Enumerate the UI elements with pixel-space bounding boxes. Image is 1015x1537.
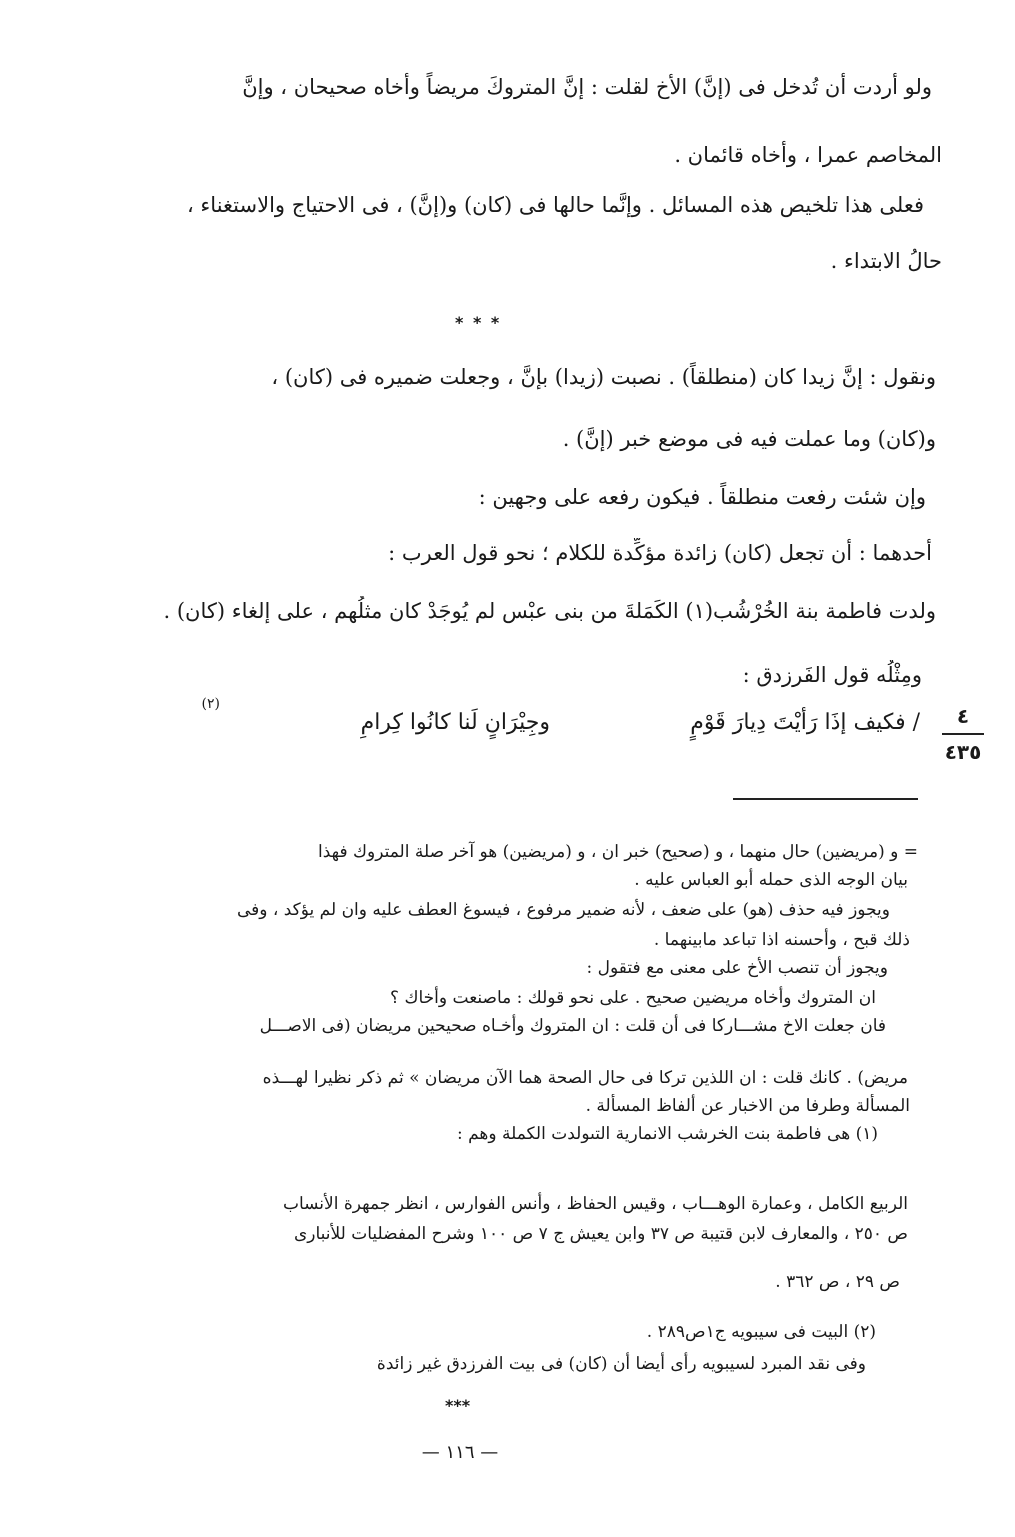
footnote-line-2: بيان الوجه الذى حمله أبو العباس عليه . <box>634 870 908 890</box>
main-line-5: ونقول : إنَّ زيدا كان (منطلقاً) . نصبت (زيدا) بإنَّ ، وجعلت ضميره فى (كان) ، <box>271 365 936 389</box>
main-line-10: ومِثْلُه قول الفَرزدق : <box>742 663 922 687</box>
footnote-line-12: ص ٢٥٠ ، والمعارف لابن قتيبة ص ٣٧ وابن يعيش ج ٧ ص ١٠٠ وشرح المفضليات للأنبارى <box>293 1224 908 1244</box>
footnote-separator <box>733 798 918 800</box>
margin-reference-top: ٤ <box>956 704 970 728</box>
main-line-7: وإن شئت رفعت منطلقاً . فيكون رفعه على وجهين : <box>478 485 926 509</box>
main-line-2: المخاصم عمرا ، وأخاه قائمان . <box>674 143 942 167</box>
margin-reference-rule <box>942 733 984 735</box>
verse-footnote-ref: (٢) <box>201 696 220 712</box>
footnote-line-14: (٢) البيت فى سيبويه ج١ص٢٨٩ . <box>646 1322 876 1342</box>
footnote-line-10: (١) هى فاطمة بنت الخرشب الانمارية التىولدت الكملة وهم : <box>456 1124 878 1144</box>
verse-hemistich-2: وجِيْرَانٍ لَنا كانُوا كِرامِ <box>360 710 550 735</box>
poetry-verse <box>150 696 920 748</box>
footnote-line-8: مريض) . كانك قلت : ان اللذين تركا فى حال الصحة هما الآن مريضان » ثم ذكر نظيرا لهـــذه <box>262 1068 908 1088</box>
footnote-end-marker: *** <box>445 1396 471 1415</box>
margin-reference-bottom: ٤٣٥ <box>944 740 982 764</box>
footnote-line-11: الربيع الكامل ، وعمارة الوهـــاب ، وقيس الحفاظ ، وأنس الفوارس ، انظر جمهرة الأنساب <box>282 1194 908 1214</box>
main-line-4: حالُ الابتداء . <box>830 249 942 273</box>
section-separator: * * * <box>455 313 502 332</box>
footnote-line-13: ص ٢٩ ، ص ٣٦٢ . <box>775 1272 900 1292</box>
footnote-line-15: وفى نقد المبرد لسيبويه رأى أيضا أن (كان) فى بيت الفرزدق غير زائدة <box>376 1354 866 1374</box>
main-line-6: و(كان) وما عملت فيه فى موضع خبر (إنَّ) . <box>562 427 936 451</box>
page-number: — ١١٦ — <box>421 1442 499 1463</box>
main-line-9: ولدت فاطمة بنة الخُرْشُب(١) الكَمَلةَ من بنى عبْس لم يُوجَدْ كان مثلُهم ، على إلغاء (كان) . <box>163 599 936 623</box>
main-line-1: ولو أردت أن تُدخل فى (إنَّ) الأخ لقلت : إنَّ المتروكَ مريضاً وأخاه صحيحان ، وإنَّ <box>242 75 932 99</box>
footnote-line-9: المسألة وطرفا من الاخبار عن ألفاظ المسألة . <box>585 1096 910 1116</box>
footnote-line-5: ويجوز أن تنصب الأخ على معنى مع فتقول : <box>586 958 888 978</box>
footnote-line-4: ذلك قبح ، وأحسنه اذا تباعد مابينهما . <box>653 930 910 950</box>
main-line-8: أحدهما : أن تجعل (كان) زائدة مؤكِّدة للكلام ؛ نحو قول العرب : <box>388 541 932 565</box>
footnote-line-3: ويجوز فيه حذف (هو) على ضعف ، لأنه ضمير مرفوع ، فيسوغ العطف عليه وان لم يؤكد ، وفى <box>236 900 890 920</box>
main-line-3: فعلى هذا تلخيص هذه المسائل . وإنَّما حالها فى (كان) و(إنَّ) ، فى الاحتياج والاستغناء ، <box>186 193 924 217</box>
verse-hemistich-1: / فكيف إذَا رَأيْتَ دِيارَ قَوْمٍ <box>690 710 920 735</box>
footnote-line-7: فان جعلت الاخ مشـــاركا فى أن قلت : ان المتروك وأخـاه صحيحين مريضان (فى الاصـــل <box>259 1016 886 1036</box>
footnote-line-1: = و (مريضين) حال منهما ، و (صحيح) خبر ان ، و (مريضين) هو آخر صلة المتروك فهذا <box>317 842 918 862</box>
footnote-line-6: ان المتروك وأخاه مريضين صحيح . على نحو قولك : ماصنعت وأخاك ؟ <box>390 988 876 1008</box>
margin-reference <box>938 703 988 765</box>
